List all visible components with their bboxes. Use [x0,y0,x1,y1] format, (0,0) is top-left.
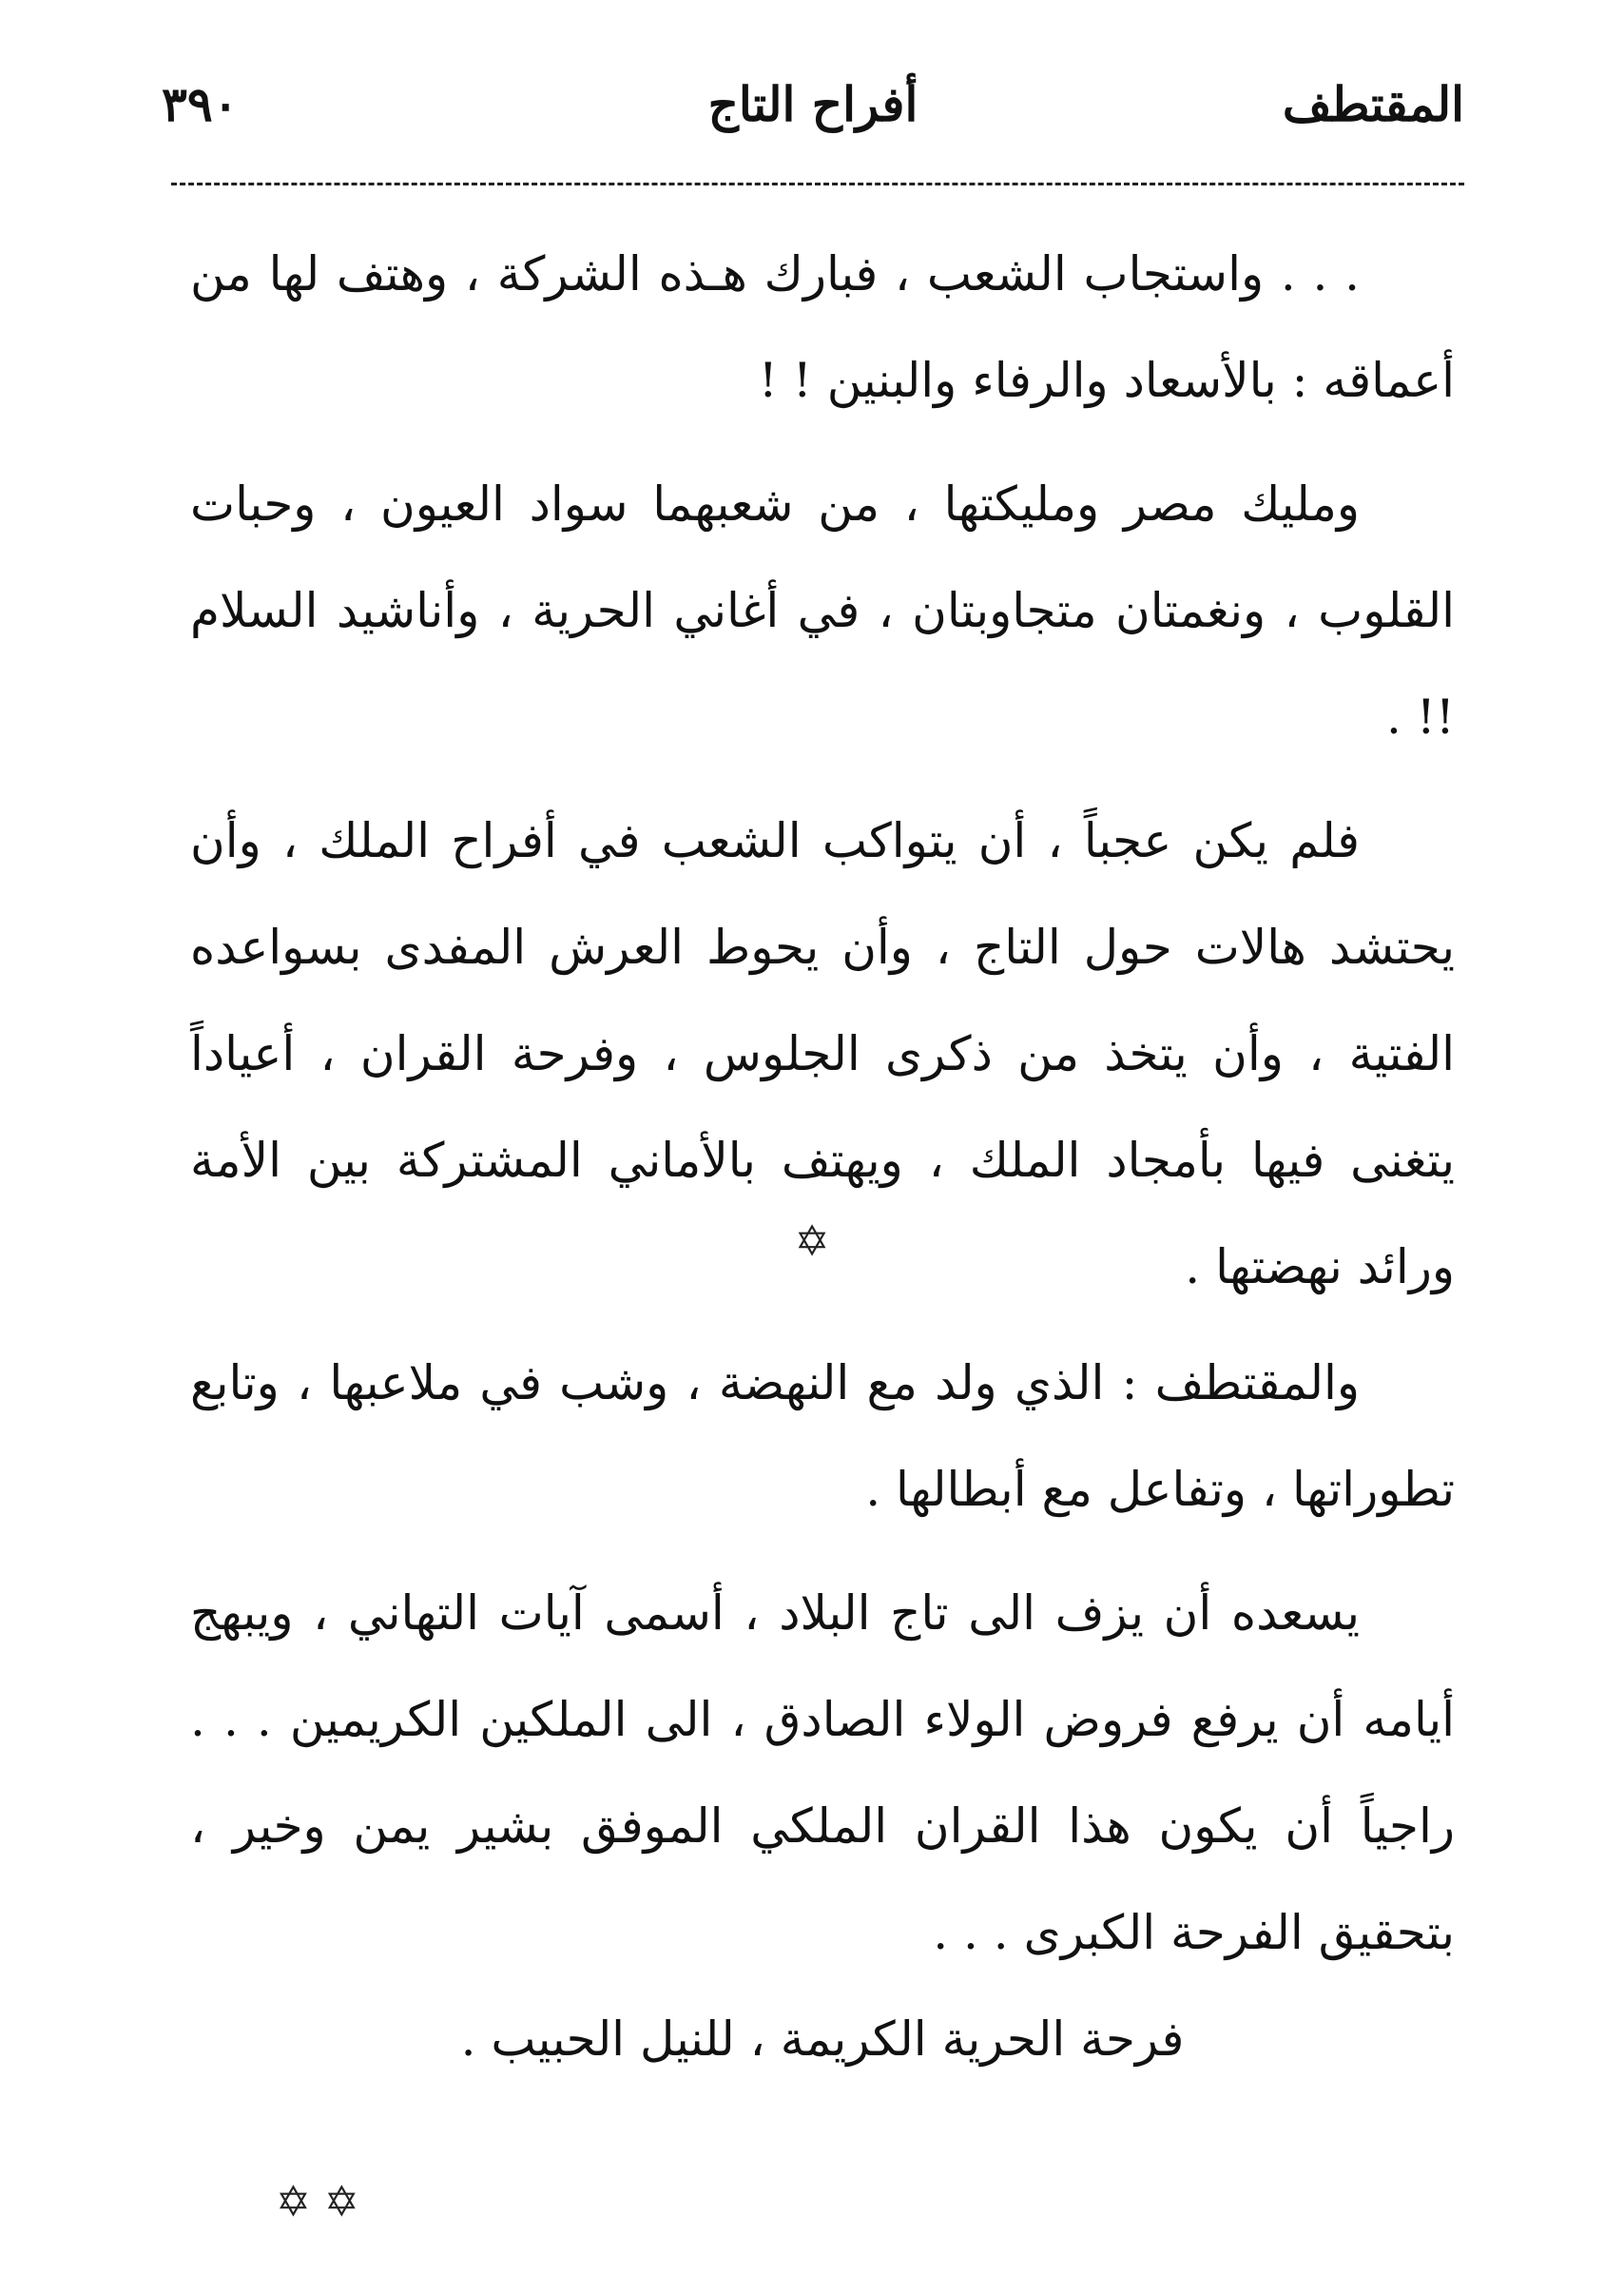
paragraph-4: والمقتطف : الذي ولد مع النهضة ، وشب في ملاعبها ، وتابع تطوراتها ، وتفاعل مع أبطالها . [190,1355,1455,1517]
paragraph-1: . . . واستجاب الشعب ، فبارك هـذه الشركة ، وهتف لها من أعماقه : بالأسعاد والرفاء والبنين ! ! [190,246,1455,408]
header-divider [171,183,1464,185]
paragraph-5: يسعده أن يزف الى تاج البلاد ، أسمى آيات التهاني ، ويبهج أيامه أن يرفع فروض الولاء الصادق ، الى الملكين الكريمين . . . راجياً أن يكون هذا القران الملكي الموفق بشير يمن وخير ، بتحقيق الفرحة الكبرى . . . [190,1585,1455,1960]
section-2 [190,1330,1455,2092]
double-star-separator: ✡ ✡ [276,2178,359,2226]
paragraph-3: فلم يكن عجباً ، أن يتواكب الشعب في أفراح الملك ، وأن يحتشد هالات حول التاج ، وأن يحوط العرش المفدى بسواعده الفتية ، وأن يتخذ من ذكرى الجلوس ، وفرحة القران ، أعياداً يتغنى فيها بأمجاد الملك ، ويهتف بالأماني المشتركة بين الأمة ورائد نهضتها . [190,813,1455,1294]
star-separator: ✡ [794,1217,830,1266]
paragraph-6: فرحة الحرية الكريمة ، للنيل الحبيب . [460,2011,1185,2067]
running-title: أفراح التاج [707,76,918,132]
page-header [162,67,1464,152]
page-number: ٣٩٠ [162,76,239,132]
journal-name: المقتطف [1282,76,1464,132]
paragraph-2: ومليك مصر ومليكتها ، من شعبهما سواد العيون ، وحبات القلوب ، ونغمتان متجاوبتان ، في أغاني الحرية ، وأناشيد السلام !! . [190,476,1455,745]
section-1 [190,221,1455,1320]
